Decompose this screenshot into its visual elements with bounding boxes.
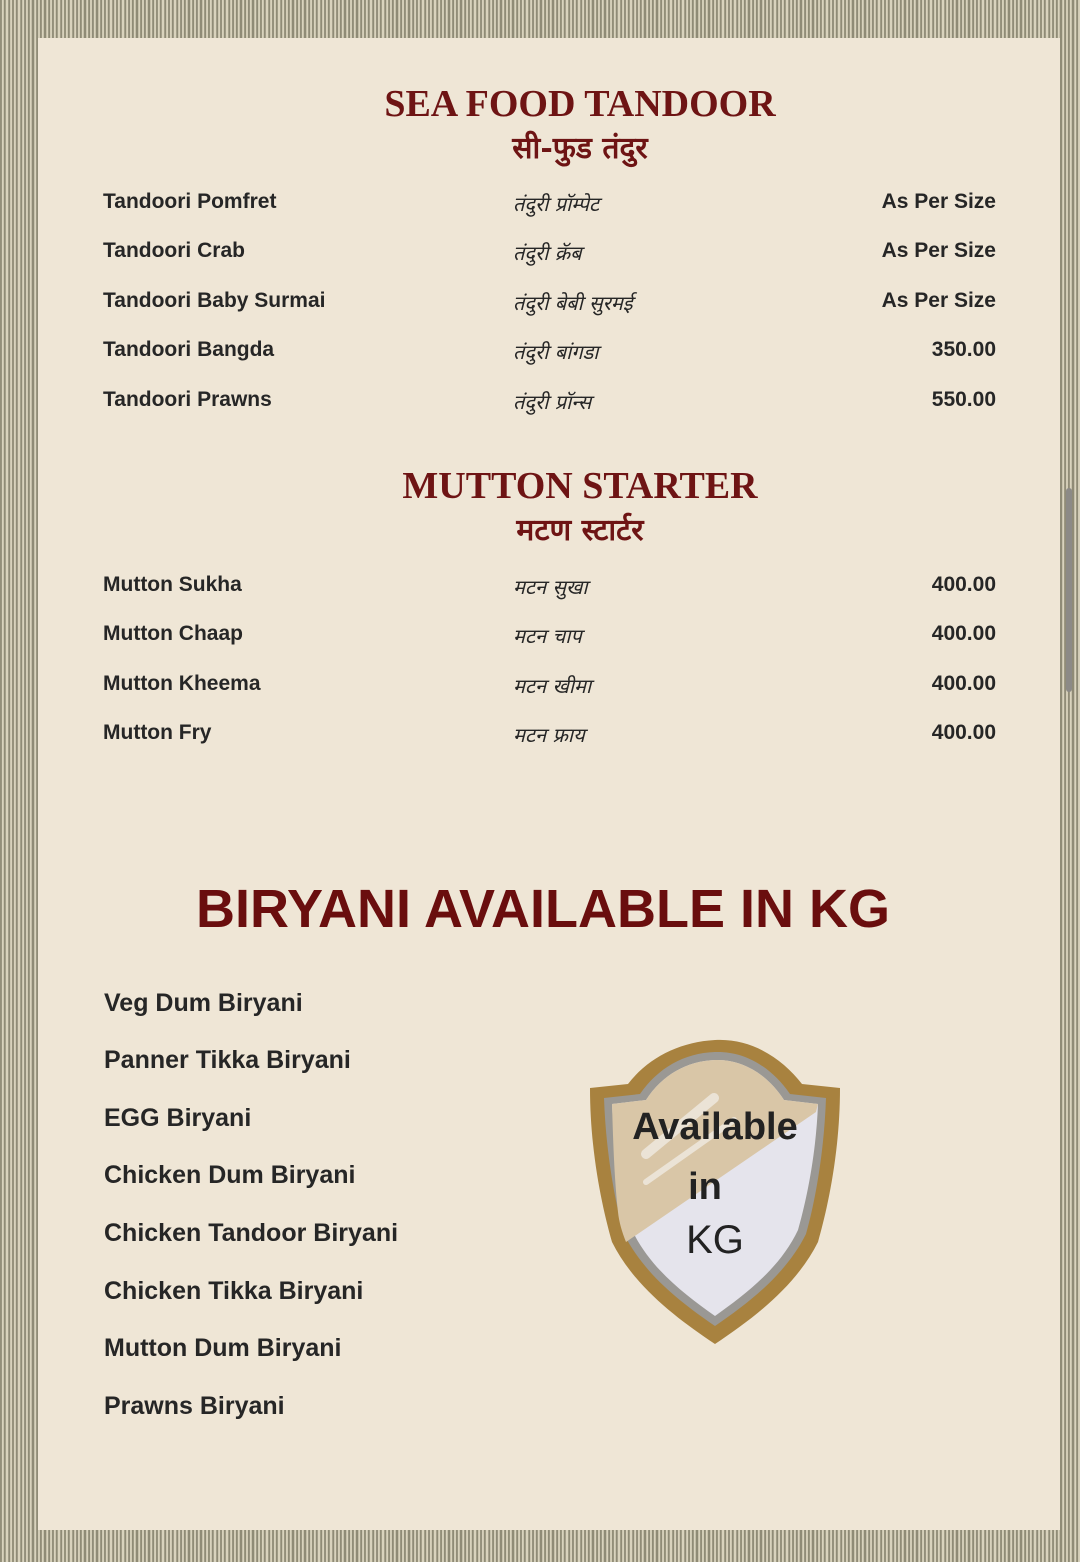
item-price: 550.00 xyxy=(931,388,996,411)
biryani-title: BIRYANI AVAILABLE IN KG xyxy=(195,879,891,939)
item-name-hindi: मटन खीमा xyxy=(513,674,592,698)
item-name: Tandoori Baby Surmai xyxy=(103,289,326,312)
menu-item xyxy=(0,388,1080,418)
biryani-item: Chicken Tikka Biryani xyxy=(104,1277,364,1305)
item-name-hindi: मटन फ्राय xyxy=(513,723,585,747)
section-subtitle-mutton: मटण स्टार्टर xyxy=(516,513,644,548)
biryani-item: EGG Biryani xyxy=(104,1104,252,1132)
item-name-hindi: तंदुरी प्रॉन्स xyxy=(513,390,592,414)
section-title-seafood: SEA FOOD TANDOOR xyxy=(384,83,776,125)
menu-item xyxy=(0,289,1080,319)
biryani-item: Prawns Biryani xyxy=(104,1392,285,1420)
item-price: As Per Size xyxy=(881,239,996,262)
badge-line-kg: KG xyxy=(686,1218,744,1262)
menu-item xyxy=(0,239,1080,269)
item-name-hindi: तंदुरी बेबी सुरमई xyxy=(513,291,633,315)
section-subtitle-seafood: सी-फुड तंदुर xyxy=(512,131,648,166)
item-name: Tandoori Crab xyxy=(103,239,245,262)
menu-item xyxy=(0,672,1080,702)
menu-item xyxy=(0,721,1080,751)
item-name: Mutton Kheema xyxy=(103,672,261,695)
item-price: 400.00 xyxy=(931,721,996,744)
biryani-item: Mutton Dum Biryani xyxy=(104,1334,342,1362)
item-name-hindi: तंदुरी क्रॅब xyxy=(513,241,582,265)
item-name: Tandoori Prawns xyxy=(103,388,272,411)
item-name: Tandoori Pomfret xyxy=(103,190,277,213)
item-price: 350.00 xyxy=(931,338,996,361)
biryani-item: Panner Tikka Biryani xyxy=(104,1046,351,1074)
item-name: Mutton Sukha xyxy=(103,573,242,596)
biryani-item: Chicken Dum Biryani xyxy=(104,1161,356,1189)
item-price: 400.00 xyxy=(931,672,996,695)
menu-item xyxy=(0,338,1080,368)
item-name: Tandoori Bangda xyxy=(103,338,275,361)
item-price: As Per Size xyxy=(881,190,996,213)
item-name-hindi: मटन चाप xyxy=(513,624,582,648)
item-name-hindi: तंदुरी प्रॉम्पेट xyxy=(513,192,600,216)
item-name: Mutton Chaap xyxy=(103,622,243,645)
item-price: 400.00 xyxy=(931,573,996,596)
menu-item xyxy=(0,190,1080,220)
badge-line-available: Available xyxy=(632,1106,798,1148)
item-name-hindi: मटन सुखा xyxy=(513,575,588,599)
biryani-item: Chicken Tandoor Biryani xyxy=(104,1219,399,1247)
badge-line-in: in xyxy=(688,1166,722,1208)
item-name: Mutton Fry xyxy=(103,721,212,744)
section-title-mutton: MUTTON STARTER xyxy=(402,465,758,507)
item-price: 400.00 xyxy=(931,622,996,645)
item-name-hindi: तंदुरी बांगडा xyxy=(513,340,599,364)
biryani-item: Veg Dum Biryani xyxy=(104,989,303,1017)
menu-item xyxy=(0,573,1080,603)
item-price: As Per Size xyxy=(881,289,996,312)
menu-item xyxy=(0,622,1080,652)
